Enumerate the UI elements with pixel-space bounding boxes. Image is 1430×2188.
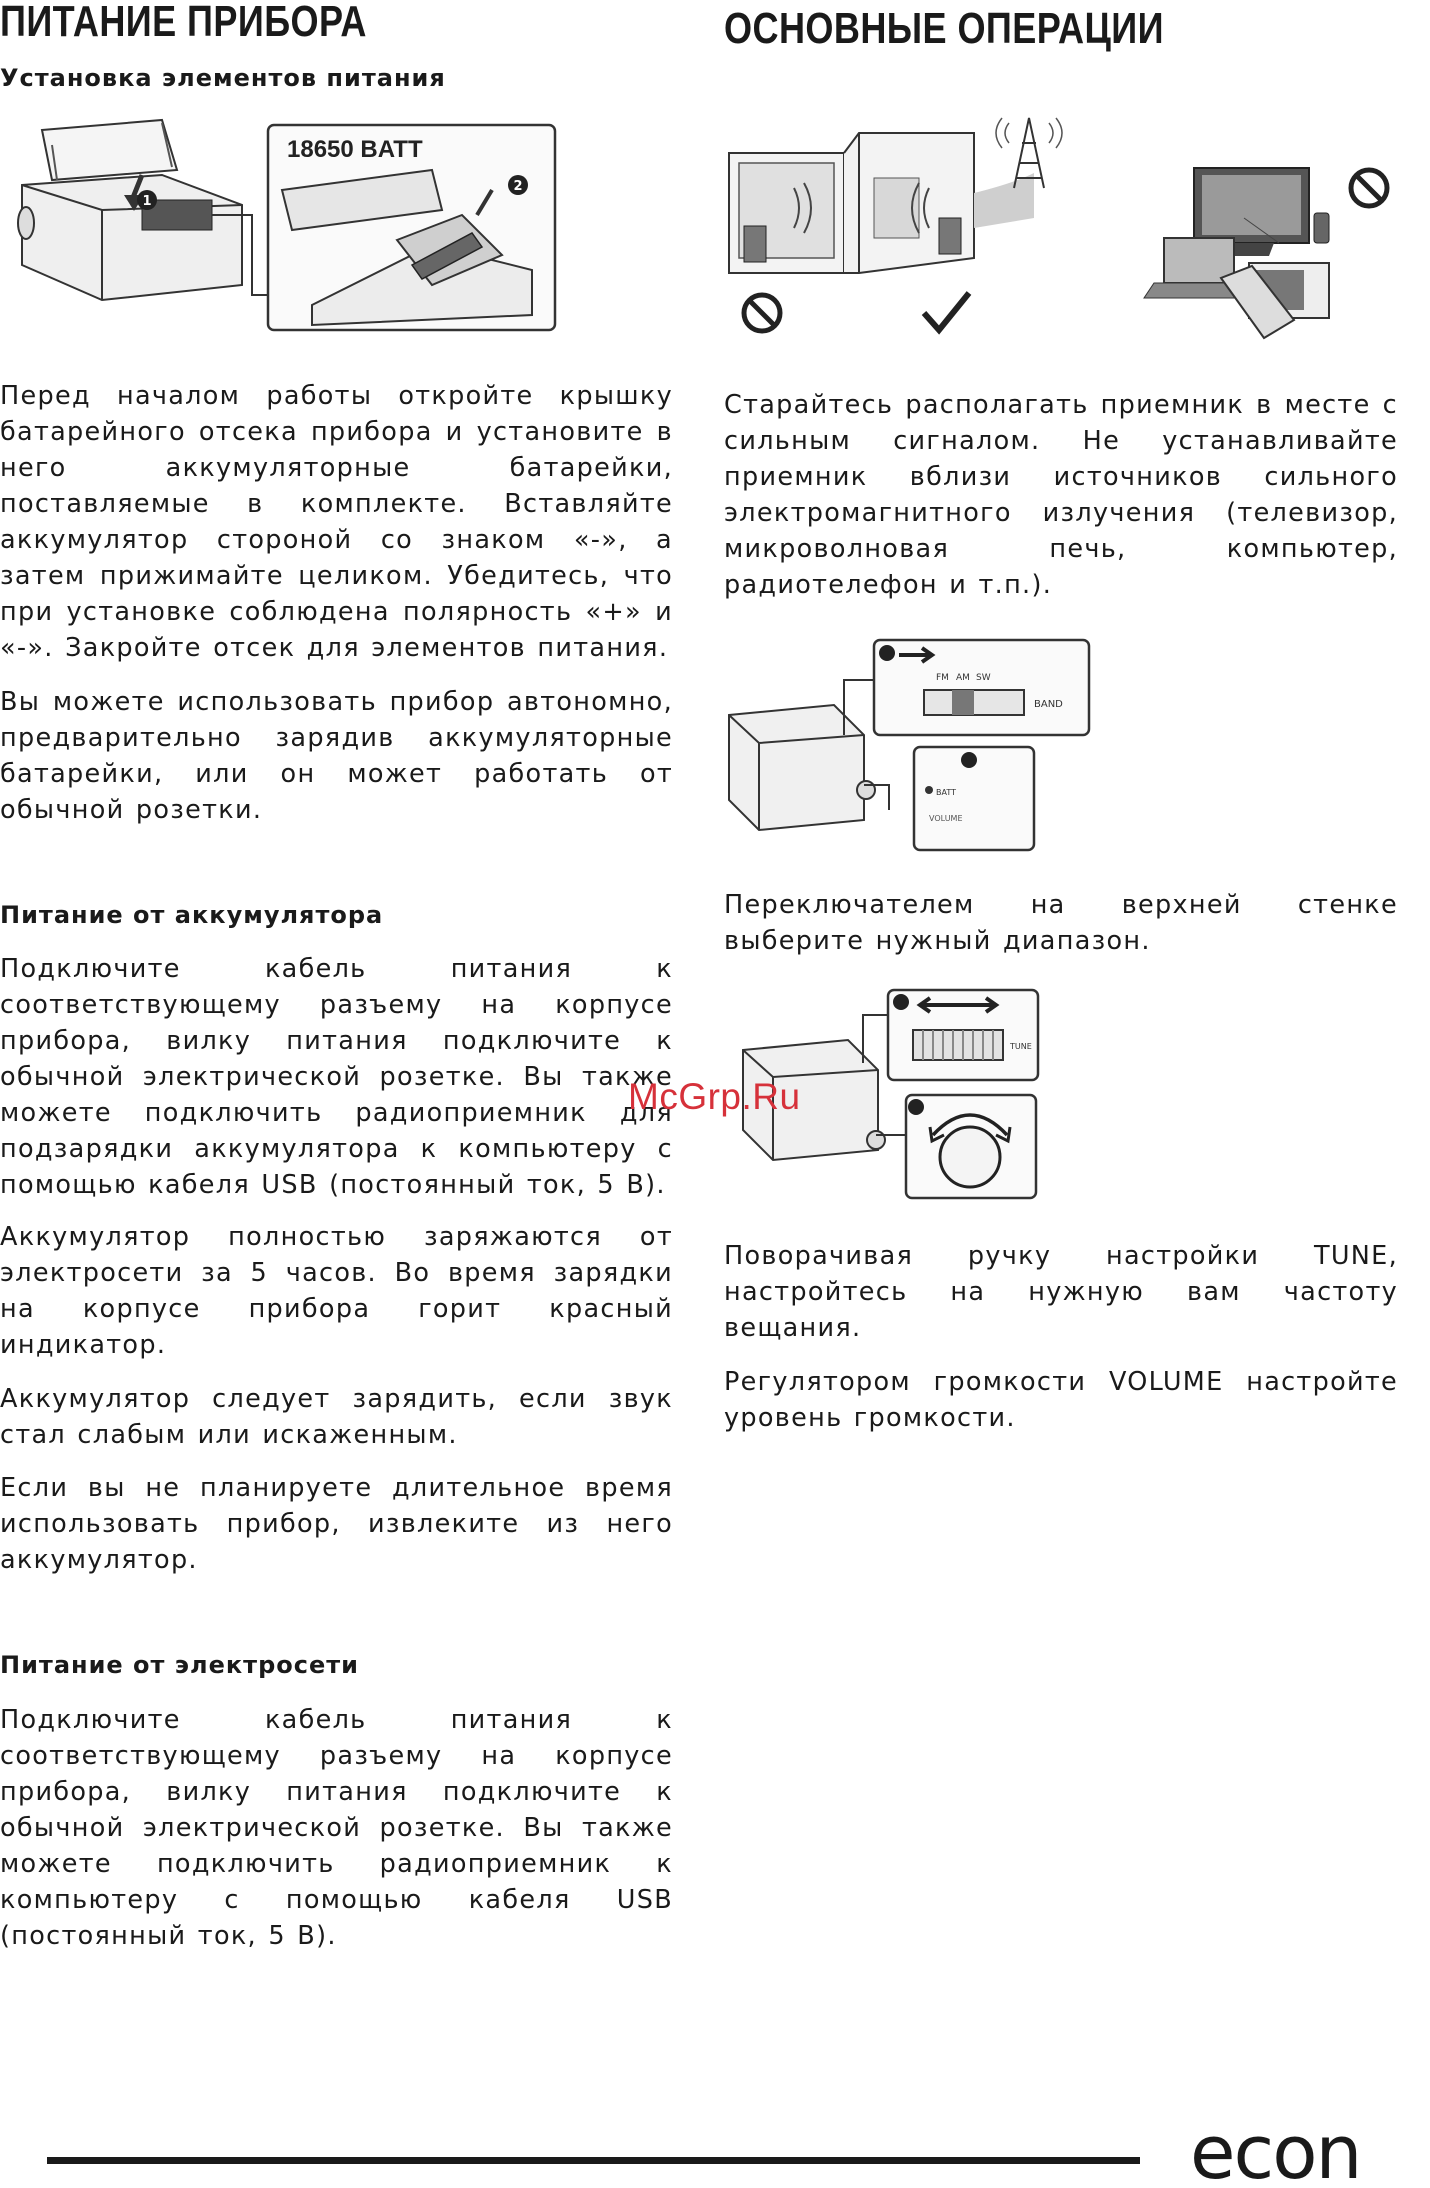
batt-label: BATT	[936, 788, 956, 797]
paragraph-charge-when: Аккумулятор следует зарядить, если звук стал слабым или искаженным.	[0, 1384, 673, 1450]
svg-text:econ: econ	[1190, 2118, 1361, 2188]
step-1-label: 1	[142, 194, 152, 209]
step-2-label: 2	[513, 179, 523, 194]
tune-label: TUNE	[1010, 1042, 1032, 1051]
section-title-power: ПИТАНИЕ ПРИБОРА	[0, 0, 367, 46]
band-label: BAND	[1034, 699, 1063, 710]
house-illustration	[729, 133, 1034, 273]
band-label-am: AM	[956, 673, 970, 683]
battery-install-figure	[12, 115, 557, 335]
paragraph-volume: Регулятором громкости VOLUME настройте уровень громкости.	[724, 1367, 1398, 1433]
electronics-illustration	[1144, 168, 1329, 338]
band-switch-figure	[724, 635, 1094, 855]
subheading-battery-install: Установка элементов питания	[0, 64, 446, 92]
volume-knob	[940, 1127, 1000, 1187]
paragraph-remove-battery: Если вы не планируете длительное время использовать прибор, извлеките из него аккумулятор.	[0, 1473, 673, 1575]
band-label-fm: FM	[936, 673, 949, 683]
paragraph-tune: Поворачивая ручку настройки TUNE, настройтесь на нужную вам частоту вещания.	[724, 1241, 1398, 1343]
radio-body-illustration	[18, 120, 242, 300]
paragraph-battery-install: Перед началом работы откройте крышку батарейного отсека прибора и установите в него аккумуляторные батарейки, поставляемые в комплекте. Вставляйте аккумулятор стороной со знаком «-», а затем прижимайте целиком. Убедитесь, что при установке соблюдена полярность «+» и «-». Закройте отсек для элементов питания.	[0, 381, 673, 663]
battery-type-label: 18650 BATT	[287, 136, 423, 163]
watermark: McGrp.Ru	[628, 1076, 801, 1117]
paragraph-autonomous-use: Вы можете использовать прибор автономно, предварительно зарядив аккумуляторные батарейки, или он может работать от обычной розетки.	[0, 687, 673, 825]
paragraph-mains-connect: Подключите кабель питания к соответствующему разъему на корпусе прибора, вилку питания подключите к обычной электрической розетке. Вы также можете подключить радиоприемник к компьютеру с помощью кабеля USB (постоянный ток, 5 В).	[0, 1705, 673, 1951]
band-label-sw: SW	[976, 673, 991, 683]
prohibited-icon-devices	[1351, 170, 1387, 206]
antenna-tower-icon	[996, 118, 1062, 188]
prohibited-icon	[744, 295, 780, 331]
paragraph-placement: Старайтесь располагать приемник в месте с сильным сигналом. Не устанавливайте приемник вблизи источников сильного электромагнитного излучения (телевизор, микроволновая печь, компьютер, радиотелефон и т.п.).	[724, 390, 1398, 600]
checkmark-icon	[924, 293, 969, 330]
paragraph-charge-time: Аккумулятор полностью заряжаются от электросети за 5 часов. Во время зарядки на корпусе прибора горит красный индикатор.	[0, 1222, 673, 1360]
tune-wheel	[913, 1030, 1003, 1060]
subheading-mains-power: Питание от электросети	[0, 1651, 359, 1679]
econ-logo	[1190, 2118, 1425, 2188]
paragraph-battery-connect: Подключите кабель питания к соответствующему разъему на корпусе прибора, вилку питания подключите к обычной электрической розетке. Вы также можете подключить радиоприемник для подзарядки аккумулятора к компьютеру с помощью кабеля USB (постоянный ток, 5 В).	[0, 954, 673, 1200]
subheading-battery-power: Питание от аккумулятора	[0, 901, 384, 929]
volume-label: VOLUME	[929, 814, 963, 823]
footer-rule	[47, 2157, 1140, 2164]
placement-figure	[724, 108, 1400, 353]
section-title-basic-operations: ОСНОВНЫЕ ОПЕРАЦИИ	[724, 4, 1164, 53]
paragraph-band-select: Переключателем на верхней стенке выберите нужный диапазон.	[724, 890, 1398, 956]
